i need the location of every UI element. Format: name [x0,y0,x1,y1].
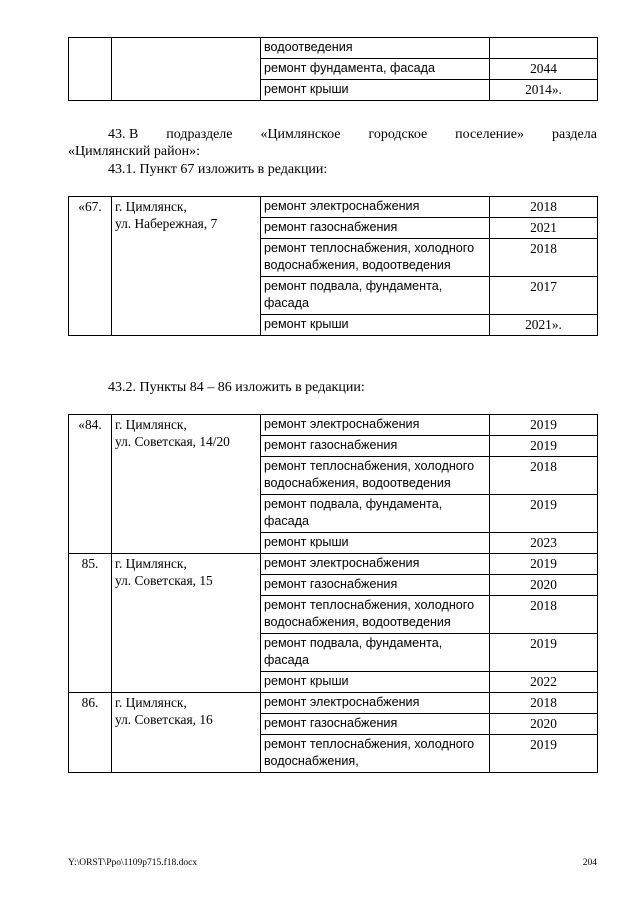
address-cell [112,415,261,554]
year-cell: 2020 [490,575,598,596]
table-item-67 [68,196,598,336]
year-cell: 2014». [490,80,598,101]
work-cell: ремонт крыши [261,315,490,336]
address-cell [112,197,261,336]
table-row [69,554,598,575]
address-line: ул. Советская, 15 [115,573,213,588]
work-cell: ремонт теплоснабжения, холодного водоснабжения, водоотведения [261,457,490,495]
num-cell: «67. [69,197,112,336]
table-row [69,693,598,714]
year-cell: 2017 [490,277,598,315]
work-cell: ремонт подвала, фундамента, фасада [261,634,490,672]
section-43-word: 43. В [108,127,139,142]
year-cell: 2044 [490,59,598,80]
work-cell: ремонт крыши [261,533,490,554]
year-cell: 2022 [490,672,598,693]
paragraph-43-1: 43.1. Пункт 67 изложить в редакции: [108,162,328,177]
address-cell [112,38,261,101]
section-43-word: поселение» [455,127,525,142]
table-continuation [68,37,598,101]
paragraph-43-2: 43.2. Пункты 84 – 86 изложить в редакции: [108,380,365,395]
num-cell [69,38,112,101]
work-cell: ремонт газоснабжения [261,575,490,596]
address-line: ул. Советская, 16 [115,712,213,727]
work-cell: ремонт подвала, фундамента, фасада [261,277,490,315]
address-line: ул. Набережная, 7 [115,216,218,231]
work-cell: ремонт газоснабжения [261,436,490,457]
address-line: г. Цимлянск, [115,556,187,571]
year-cell: 2021». [490,315,598,336]
file-path: Y:\ORST\Ppo\1109p715.f18.docx [68,858,198,868]
section-43-line2: «Цимлянский район»: [68,144,200,159]
address-line: ул. Советская, 14/20 [115,434,230,449]
num-cell: «84. [69,415,112,554]
work-cell: ремонт газоснабжения [261,218,490,239]
year-cell [490,38,598,59]
work-cell: ремонт крыши [261,672,490,693]
work-cell: ремонт электроснабжения [261,693,490,714]
section-43-line1 [108,126,597,143]
work-cell: ремонт электроснабжения [261,554,490,575]
page-footer [68,858,597,868]
year-cell: 2018 [490,239,598,277]
section-43-word: раздела [551,127,597,142]
year-cell: 2018 [490,596,598,634]
year-cell: 2019 [490,436,598,457]
year-cell: 2018 [490,693,598,714]
table-row [69,415,598,436]
address-line: г. Цимлянск, [115,695,187,710]
work-cell: ремонт теплоснабжения, холодного водоснабжения, водоотведения [261,239,490,277]
year-cell: 2019 [490,634,598,672]
table-row [69,38,598,59]
work-cell: ремонт газоснабжения [261,714,490,735]
work-cell: ремонт крыши [261,80,490,101]
work-cell: ремонт подвала, фундамента, фасада [261,495,490,533]
year-cell: 2023 [490,533,598,554]
year-cell: 2019 [490,415,598,436]
page-number: 204 [582,858,597,868]
address-cell [112,693,261,773]
work-cell: водоотведения [261,38,490,59]
year-cell: 2019 [490,554,598,575]
work-cell: ремонт теплоснабжения, холодного водоснабжения, [261,735,490,773]
year-cell: 2019 [490,735,598,773]
num-cell: 86. [69,693,112,773]
section-43-word: городское [368,127,428,142]
address-line: г. Цимлянск, [115,417,187,432]
year-cell: 2019 [490,495,598,533]
year-cell: 2021 [490,218,598,239]
section-43-word: подразделе [166,127,233,142]
address-cell [112,554,261,693]
address-line: г. Цимлянск, [115,199,187,214]
work-cell: ремонт электроснабжения [261,197,490,218]
work-cell: ремонт фундамента, фасада [261,59,490,80]
work-cell: ремонт электроснабжения [261,415,490,436]
work-cell: ремонт теплоснабжения, холодного водоснабжения, водоотведения [261,596,490,634]
table-items-84-86 [68,414,598,773]
year-cell: 2018 [490,457,598,495]
table-row [69,197,598,218]
year-cell: 2020 [490,714,598,735]
section-43-word: «Цимлянское [260,127,341,142]
num-cell: 85. [69,554,112,693]
year-cell: 2018 [490,197,598,218]
